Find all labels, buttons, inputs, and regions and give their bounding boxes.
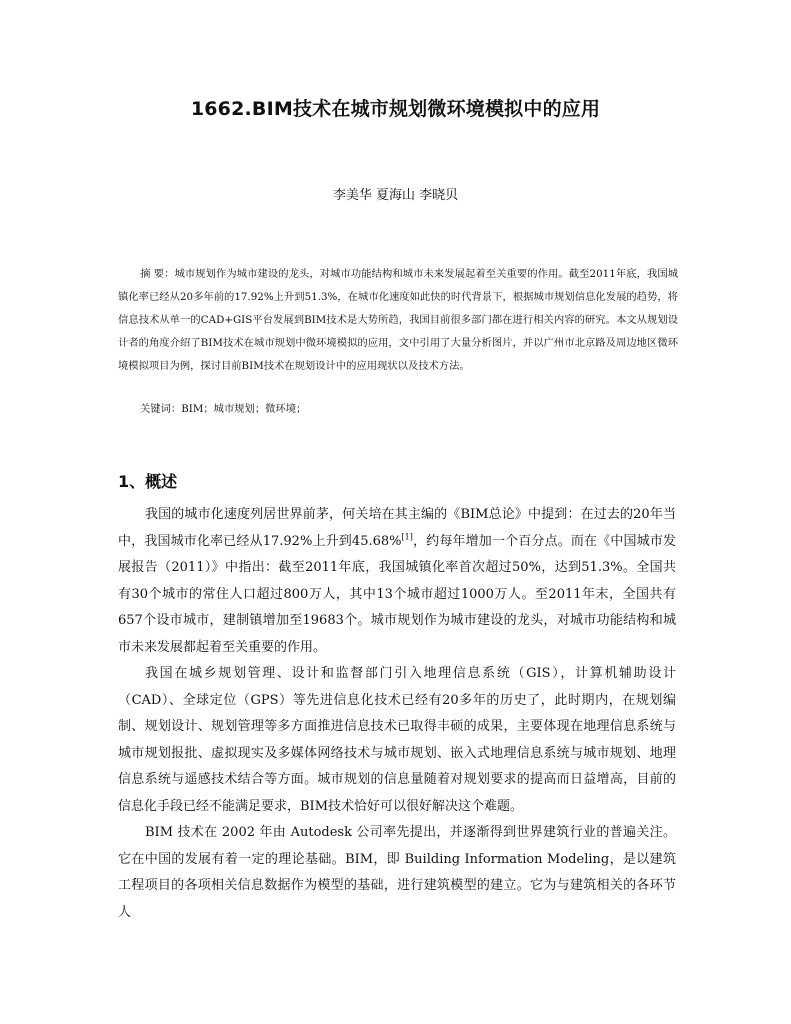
abstract-text: 城市规划作为城市建设的龙头，对城市功能结构和城市未来发展起着至关重要的作用。截至2011年底，我国城镇化率已经从20多年前的17.92%上升到51.3%，在城市化速度如此快的时代背景下，根据城市规划信息化发展的趋势，将信息技术从单一的CAD+GIS平台发展到BIM技术是大势所趋，我国目前很多部门都在进行相关内容的研究。本文从规划设计者的角度介绍了BIM技术在城市规划中微环境模拟的应用，文中引用了大量分析图片，并以广州市北京路及周边地区微环境模拟项目为例，探讨目前BIM技术在规划设计中的应用现状以及技术方法。 [118,268,679,372]
keywords-label: 关键词： [140,403,182,415]
paper-authors: 李美华 夏海山 李晓贝 [332,188,459,203]
paragraph-1-part1: 我国的城市化速度列居世界前茅，何关培在其主编的《BIM总论》中提到：在过去的20年当中，我国城市化率已经从17.92%上升到45.68% [118,507,676,549]
body-text [118,502,676,926]
abstract-label: 摘 要： [140,268,175,280]
paper-title: 1662.BIM技术在城市规划微环境模拟中的应用 [190,98,601,120]
keywords [140,400,680,415]
paragraph-1 [118,502,676,661]
paragraph-1-part2: ，约每年增加一个百分点。而在《中国城市发展报告（2011）》中指出：截至2011年底，我国城镇化率首次超过50%，达到51.3%。全国共有30个城市的常住人口超过800万人，其中13个城市超过1000万人。至2011年末，全国共有657个设市城市，建制镇增加至19683个。城市规划作为城市建设的龙头，对城市功能结构和城市未来发展都起着至关重要的作用。 [118,533,676,655]
keywords-text: BIM；城市规划；微环境； [181,403,307,415]
paragraph-2: 我国在城乡规划管理、设计和监督部门引入地理信息系统（GIS），计算机辅助设计（CAD）、全球定位（GPS）等先进信息化技术已经有20多年的历史了，此时期内，在规划编制、规划设计、规划管理等多方面推进信息技术已取得丰硕的成果，主要体现在地理信息系统与城市规划报批、虚拟现实及多媒体网络技术与城市规划、嵌入式地理信息系统与城市规划、地理信息系统与遥感技术结合等方面。城市规划的信息量随着对规划要求的提高而日益增高，目前的信息化手段已经不能满足要求，BIM技术恰好可以很好解决这个难题。 [118,666,676,814]
citation-1: [1] [401,532,413,542]
section-heading-overview: 1、概述 [118,472,178,491]
abstract [118,263,678,378]
paragraph-3: BIM 技术在 2002 年由 Autodesk 公司率先提出，并逐渐得到世界建筑行业的普遍关注。它在中国的发展有着一定的理论基础。BIM，即 Building Information Modeling，是以建筑工程项目的各项相关信息数据作为模型的基础，进行建筑模型的建立。它为与建筑相关的各环节人 [118,825,676,920]
